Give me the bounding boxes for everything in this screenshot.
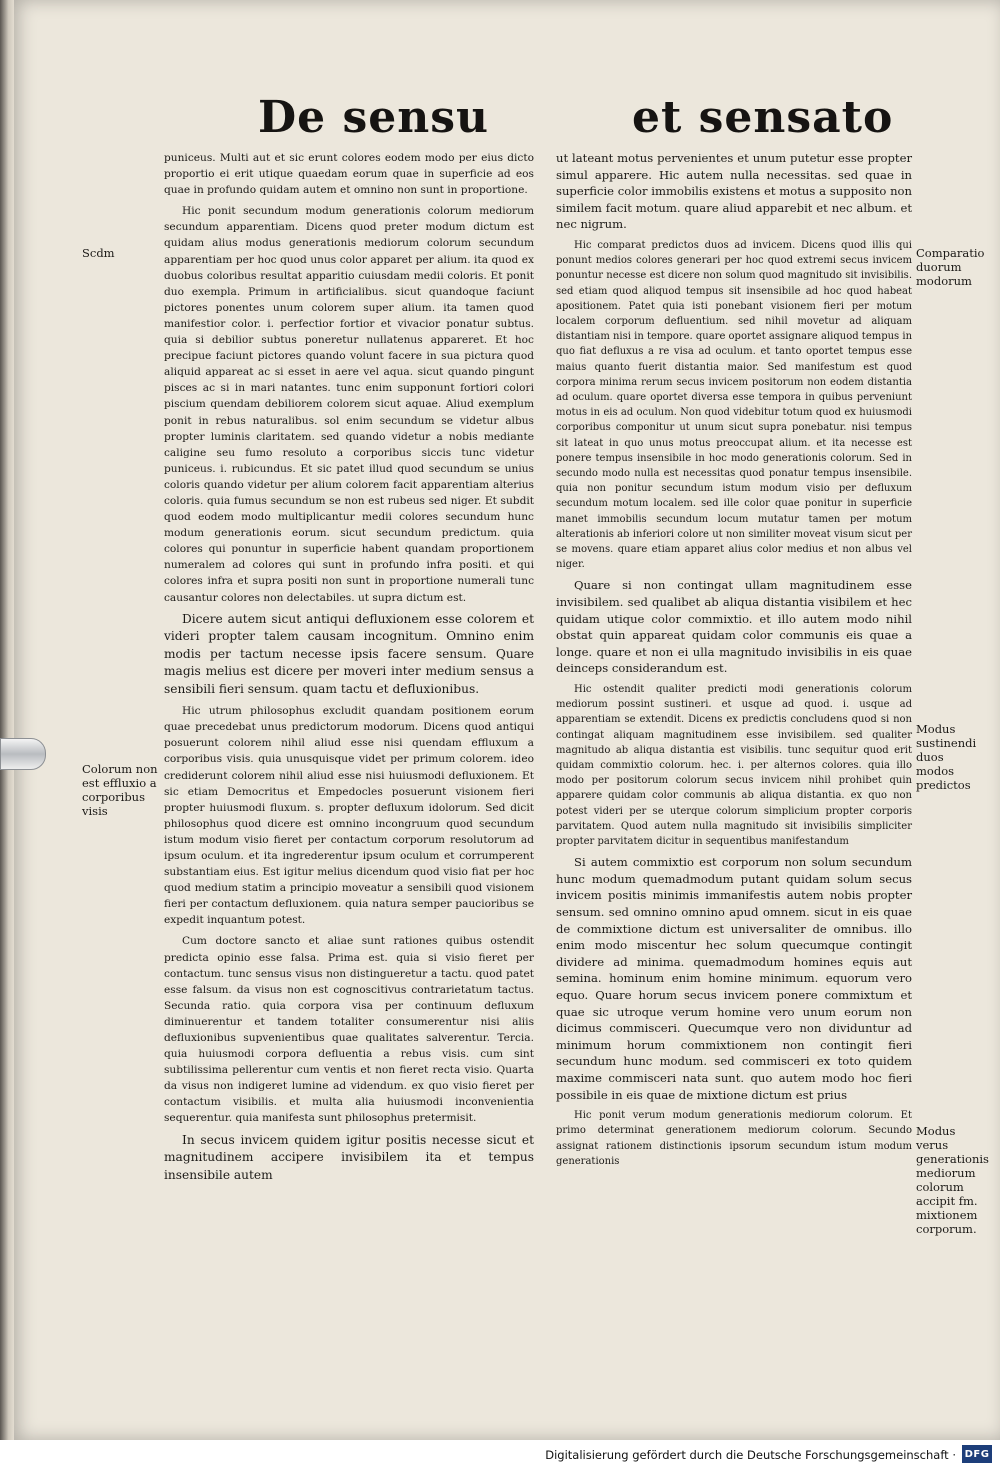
funding-credit: Digitalisierung gefördert durch die Deutsche Forschungsgemeinschaft · — [545, 1448, 956, 1462]
text-paragraph: Si autem commixtio est corporum non solum secundum hunc modum quemadmodum putant quidam solum secus invicem positis minimis immanifestis autem nobis propter sensum. sed omnino omnino apud omnem. sicut in eis quae de commixtione dictum est universaliter de omnibus. illo enim modo miscentur hec solum quecumque contingit dividere ad minima. quemadmodum homines equis aut semina. hominum enim homine minimum. equorum vero equo. Quare horum secus invicem ponere commixtum et quae sic utroque verum homine vero unum eorum non dicimus commisceri. Quecumque vero non dividuntur ad minimum horum commixtionem non contingit fieri secundum hunc modum. sed commisceri ex toto quidem maxime commisceri nata sunt. quo autem modo hoc fieri possibile in eis quae de mixtione dictum est prius — [556, 855, 912, 1102]
commentary-paragraph: Hic ponit verum modum generationis mediorum colorum. Et primo determinat generationem mediorum colorum. Secundo assignat rationem distinctionis ipsorum secundum istum modum generationis — [556, 1110, 912, 1167]
nota-paragraph: Cum doctore sancto et aliae sunt rationes quibus ostendit predicta opinio esse falsa. Prima est. quia si visio fieret per contactum. tunc sensus visus non distingueretur a tactu. quod patet esse falsum. da visus non est cognoscitivus contrarietatum tactus. Secunda ratio. quia corpora visa per continuum defluxum diminuerentur et tandem totaliter consumerentur nisi aliis defluxionibus supvenientibus quae qualitates salverentur. Tercia. quia huiusmodi corpora defluentia a rebus visis. cum sint subtilissima pellerentur cum ventis et non fieret recta visio. Quarta da visus non indigeret lumine ad videndum. ex quo visio fieret per contactum visibilis. et multa alia huiusmodi inconvenientia sequerentur. quia manifesta sunt philosophus pretermisit. — [164, 935, 534, 1125]
margin-note: Scdm — [82, 246, 115, 260]
dfg-logo: DFG — [962, 1445, 992, 1463]
commentary-paragraph: Hic comparat predictos duos ad invicem. Dicens quod illis qui ponunt medios colores generari per hoc quod extremi secus invicem ponuntur necesse est dicere non solum quod magnitudo sit invisibilis. sed etiam quod aliquod tempus sit insensibile ad hoc quod habeat apositionem. Patet quia isti ponebant visionem fieri per motum localem corporum defluentium. sed nihil movetur ad aliquam distantiam nisi in tempore. quare oportet assignare aliquod tempus in quo fiat defluxus a re visa ad oculum. et tanto oportet tempus esse maius quanto fuerit distantia maior. Sed manifestum est quod corpora minima rerum secus invicem positorum non eodem distantia ad oculum. quare oportet diversa esse tempora in quibus perveniunt motus in eis ad oculum. Non quod videbitur totum quod ex huiusmodi corporibus componitur ut unum sicut supra ponebatur. nisi tempus sit lateat in quo unus motus preoccupat alium. et ita necesse est ponere tempus insensibile in hoc modo generationis colorum. Sed in secundo modo nulla est necessitas quod ponatur tempus insensibile. quia non ponitur secundum istum modum visio per defluxum secundum motum localem. sed ille color quae ponitur in superficie manet immobilis secundum locum mutatur tamen per motum alterationis ab inferiori colore ut non similiter moveat visum sicut per se movens. quare etiam apparet alius color medius et non albus vel niger. — [556, 239, 913, 571]
text-paragraph: puniceus. Multi aut et sic erunt colores eodem modo per eius dicto proportio ei erit utique quaedam eorum quae in superficie ad eos quae in profundo quidam autem et omnino non sunt in proportione. — [164, 152, 534, 197]
commentary-paragraph: Hic ostendit qualiter predicti modi generationis colorum mediorum possint sustineri. et usque ad quod. i. usque ad apparentiam se extendit. Dicens ex predictis concludens quod si non contingat aliquam magnitudinem esse invisibilem. sed qualiter magnitudo ab aliqua distantia est visibilis. tunc sequitur quod erit quidam commixtio colorum. hec. i. per alternos colores. quia illo modo per positorum colorum secus invicem nihil prohibet quin apparere quidam color communis ab aliqua distantia. ex quo non potest videri per se uterque colorum simplicium propter corporis parvitatem. Quod autem nulla magnitudo sit invisibilis simpliciter propter parvitatem dicitur in sequentibus manifestandum — [556, 684, 912, 848]
margin-note: Modus sustinendi duos modos predictos — [916, 722, 977, 792]
page-clip — [0, 738, 46, 770]
margin-note: Modus verus generationis mediorum colorum accipit fm. mixtionem corporum. — [916, 1124, 989, 1236]
text-paragraph: In secus invicem quidem igitur positis necesse sicut et magnitudinem accipere invisibilem ita et tempus insensibile autem — [164, 1132, 534, 1182]
commentary-paragraph: Hic ponit secundum modum generationis colorum mediorum secundum apparentiam. Dicens quod preter modum dictum est quidam alius modus generationis mediorum colorum secundum apparentiam per hoc quod unus color apparet per alium. ita quod ex duobus coloribus resultat apparitio cuiusdam medii coloris. Et ponit duo exempla. Primum in artificialibus. sicut quandoque faciunt pictores ponentes unum colorem super alium. ita tamen quod manifestior color. i. perfectior fortior et vivacior ponatur subtus. quia si debilior subtus poneretur nullatenus appareret. Et hoc precipue faciunt pictores quando volunt facere in sua pictura quod aliquid appareat ac si esset in aere vel aqua. sicut quando pingunt pisces ac si in mari natantes. tunc enim supponunt fortiori colori piscium quendam debiliorem colorem sicut aquae. Aliud exemplum ponit in rebus naturalibus. sol enim secundum se videtur albus propter luminis claritatem. sed quando videtur a nobis mediante caligine seu fumo resoluto a corporibus siccis tunc videtur puniceus. i. rubicundus. Et sic patet illud quod secundum se unius coloris quando videtur per alium colorem facit apparentiam alterius coloris. quia fumus secundum se non est rubeus sed niger. Et subdit quod eodem modo multiplicantur medii colores secundum hunc modum generationis eorum. sicut secundum predictum. quia colores qui ponuntur in superficie habent quandam proportionem numeralem ad colores qui sunt in profundo infra positi. et qui colores infra et supra positi non sunt in proportione numerali tunc causantur colores non delectabiles. ut supra dictum est. — [164, 205, 534, 604]
text-paragraph: Quare si non contingat ullam magnitudinem esse invisibilem. sed qualibet ab aliqua distantia visibilem et hec quidam utique color commixtio. et illo autem modo nihil obstat quin appareat quidam color communis eis quae a longe. quare et non ei ulla magnitudo invisibilis in eis quae deinceps considerandum est. — [556, 578, 912, 676]
margin-note: Comparatio duorum modorum — [916, 246, 985, 288]
text-paragraph: Dicere autem sicut antiqui defluxionem esse colorem et videri propter talem causam incognitum. Omnino enim modis per tactum necesse ipsis facere sensum. Quare magis melius est dicere per moveri inter medium sensus a sensibili fieri sensum. quam tactu et defluxionibus. — [164, 611, 534, 696]
text-paragraph: ut lateant motus pervenientes et unum putetur esse propter simul apparere. Hic autem nulla necessitas. sed quae in superficie color immobilis existens et motus a supposito non similem facit motum. quare aliud apparebit et nec album. et nec nigrum. — [556, 151, 912, 232]
right-text-column — [556, 150, 912, 1174]
running-head-right: et sensato — [632, 92, 894, 143]
left-text-column — [164, 150, 534, 1189]
running-head-left: De sensu — [258, 92, 489, 143]
footer-bar — [0, 1440, 1000, 1469]
margin-note: Colorum non est effluxio a corporibus visis — [82, 762, 158, 818]
page-edge — [0, 0, 14, 1440]
commentary-paragraph: Hic utrum philosophus excludit quandam positionem eorum quae precedebat unus predictorum modorum. Dicens quod antiqui posuerunt colorem nihil aliud esse nisi quendam effluxum a corporibus visis. quia unusquisque videt per primum colorem. ideo crediderunt colorem nihil aliud esse nisi huiusmodi defluxionem. Et sic etiam Democritus et Empedocles posuerunt visionem fieri propter huiusmodi fluxum. s. propter defluxum idolorum. Sed dicit philosophus quod dicere est omnino incongruum quod secundum istum modum visio fieret per contactum corporum resolutorum ad ipsum oculum. et ita ingrederentur ipsum oculum et corrumperent substantiam eius. Est igitur melius dicendum quod visio fiat per hoc quod medium statim a principio moveatur a sensibili quod visionem fieri per contactum defluxionem. quia natura semper paucioribus se expedit inquantum potest. — [164, 705, 534, 927]
